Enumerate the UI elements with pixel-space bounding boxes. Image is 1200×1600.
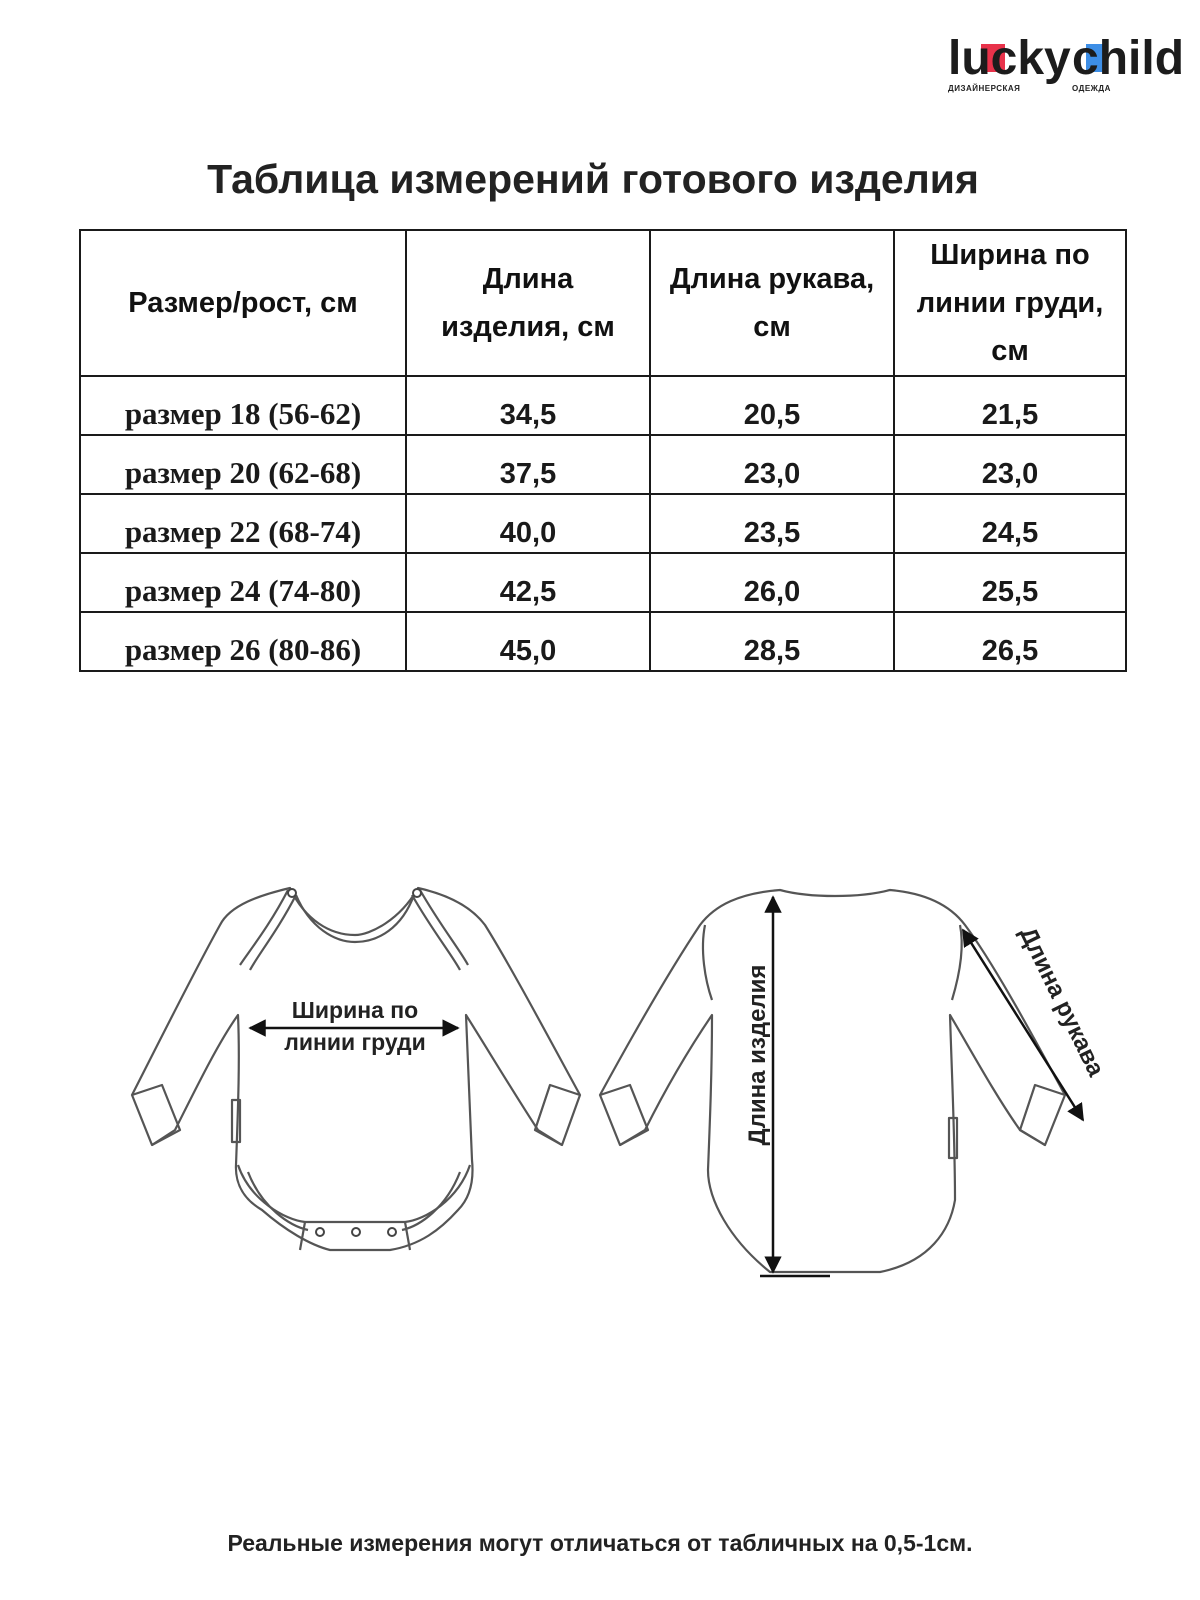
cell-length: 42,5 xyxy=(406,553,650,612)
cell-length: 45,0 xyxy=(406,612,650,671)
header-chest xyxy=(894,230,1126,376)
table-row xyxy=(80,553,1126,612)
header-size: Размер/рост, см xyxy=(80,230,406,376)
logo-word-lucky: lucky xyxy=(948,34,1071,85)
cell-chest: 24,5 xyxy=(894,494,1126,553)
header-chest-text: Ширина по линии груди, см xyxy=(916,239,1104,367)
table-row xyxy=(80,612,1126,671)
cell-size: размер 18 (56-62) xyxy=(80,376,406,435)
logo-word-child: child xyxy=(1072,34,1185,85)
header-sleeve xyxy=(650,230,894,376)
table-header-row xyxy=(80,230,1126,376)
cell-size: размер 22 (68-74) xyxy=(80,494,406,553)
header-length xyxy=(406,230,650,376)
cell-chest: 21,5 xyxy=(894,376,1126,435)
length-label: Длина изделия xyxy=(744,964,771,1146)
logo-tagline-left: ДИЗАЙНЕРСКАЯ xyxy=(948,84,1021,93)
bodysuit-front xyxy=(132,888,580,1250)
cell-sleeve: 26,0 xyxy=(650,553,894,612)
cell-size: размер 26 (80-86) xyxy=(80,612,406,671)
cell-sleeve: 23,0 xyxy=(650,435,894,494)
cell-length: 37,5 xyxy=(406,435,650,494)
page-title: Таблица измерений готового изделия xyxy=(207,156,979,202)
header-length-text: Длина изделия, см xyxy=(441,263,615,343)
cell-chest: 26,5 xyxy=(894,612,1126,671)
bodysuit-back xyxy=(600,890,1065,1272)
cell-sleeve: 20,5 xyxy=(650,376,894,435)
table-row xyxy=(80,376,1126,435)
size-table xyxy=(79,229,1127,672)
cell-chest: 25,5 xyxy=(894,553,1126,612)
brand-logo xyxy=(948,34,1188,104)
cell-sleeve: 28,5 xyxy=(650,612,894,671)
table-row xyxy=(80,494,1126,553)
table-row xyxy=(80,435,1126,494)
cell-size: размер 20 (62-68) xyxy=(80,435,406,494)
chest-label-line2: линии груди xyxy=(284,1029,426,1055)
sleeve-label: Длина рукава xyxy=(1013,922,1110,1081)
header-sleeve-text: Длина рукава, см xyxy=(669,263,875,343)
logo-wordmark xyxy=(948,34,1188,90)
cell-size: размер 24 (74-80) xyxy=(80,553,406,612)
cell-length: 34,5 xyxy=(406,376,650,435)
cell-length: 40,0 xyxy=(406,494,650,553)
bodysuit-diagram xyxy=(0,860,1200,1300)
footnote: Реальные измерения могут отличаться от табличных на 0,5-1см. xyxy=(227,1530,973,1556)
cell-chest: 23,0 xyxy=(894,435,1126,494)
cell-sleeve: 23,5 xyxy=(650,494,894,553)
logo-tagline-right: ОДЕЖДА xyxy=(1072,84,1111,93)
chest-label-line1: Ширина по xyxy=(291,997,419,1023)
